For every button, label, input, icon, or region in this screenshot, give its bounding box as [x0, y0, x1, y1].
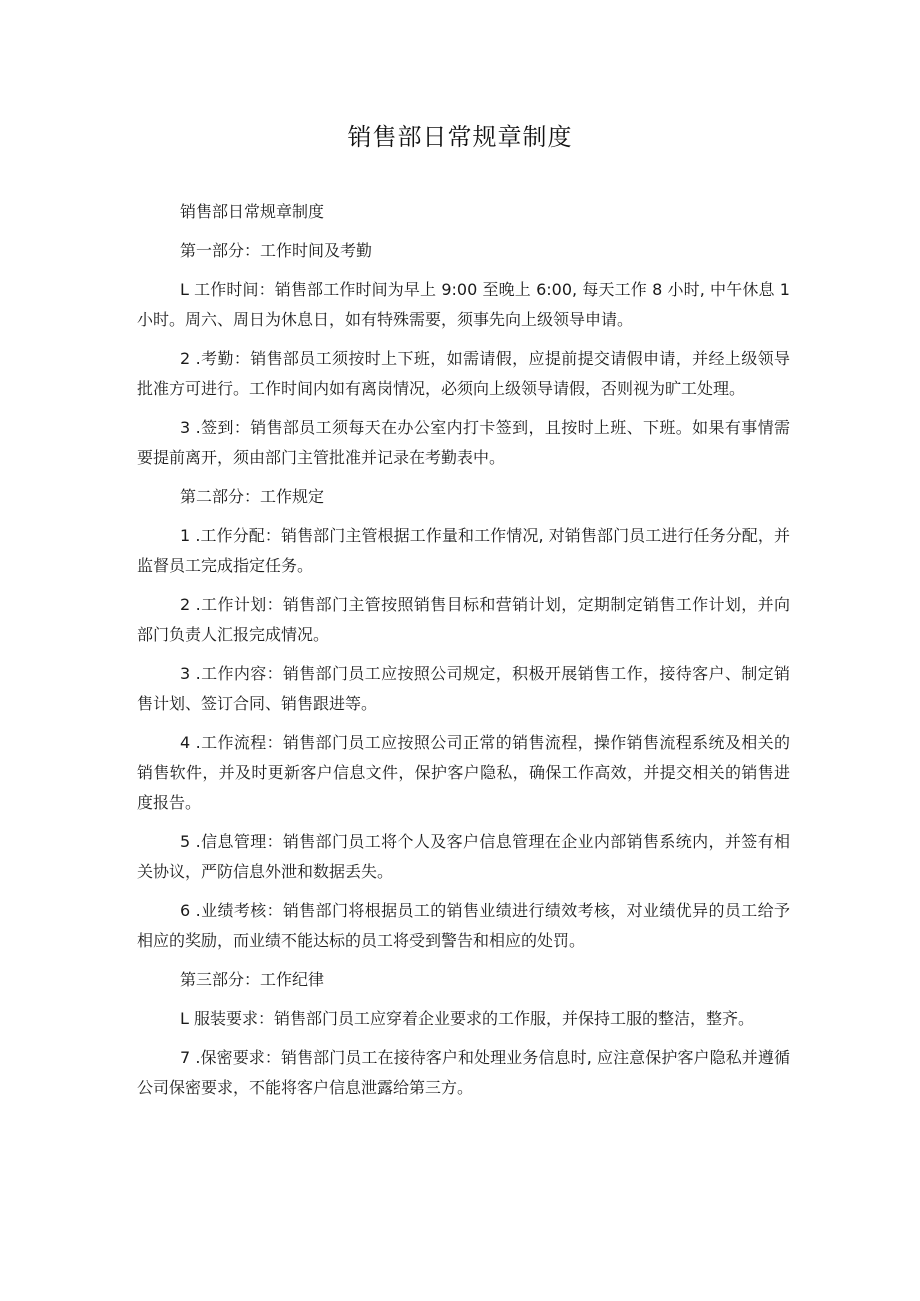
paragraph-work-process: 4 .工作流程：销售部门员工应按照公司正常的销售流程，操作销售流程系统及相关的销售软件，并及时更新客户信息文件，保护客户隐私，确保工作高效，并提交相关的销售进度报告。 [137, 733, 790, 812]
paragraph-attendance: 2 .考勤：销售部员工须按时上下班，如需请假，应提前提交请假申请，并经上级领导批准方可进行。工作时间内如有离岗情况，必须向上级领导请假，否则视为旷工处理。 [137, 349, 790, 398]
paragraph-work-content: 3 .工作内容：销售部门员工应按照公司规定，积极开展销售工作，接待客户、制定销售计划、签订合同、销售跟进等。 [137, 664, 790, 713]
paragraph-confidentiality: 7 .保密要求：销售部门员工在接待客户和处理业务信息时, 应注意保护客户隐私并遵循公司保密要求，不能将客户信息泄露给第三方。 [137, 1048, 790, 1097]
paragraph-check-in: 3 .签到：销售部员工须每天在办公室内打卡签到，且按时上班、下班。如果有事情需要提前离开，须由部门主管批准并记录在考勤表中。 [137, 418, 790, 467]
paragraph-dress-code: L 服装要求：销售部门员工应穿着企业要求的工作服，并保持工服的整洁，整齐。 [180, 1009, 755, 1028]
paragraph-information-management: 5 .信息管理：销售部门员工将个人及客户信息管理在企业内部销售系统内，并签有相关协议，严防信息外泄和数据丢失。 [137, 832, 790, 881]
paragraph-task-assignment: 1 .工作分配：销售部门主管根据工作量和工作情况, 对销售部门员工进行任务分配，并监督员工完成指定任务。 [137, 526, 790, 575]
document-title: 销售部日常规章制度 [347, 123, 573, 151]
document-body [137, 197, 790, 1112]
section-heading-part2: 第二部分：工作规定 [180, 487, 325, 506]
section-heading-part1: 第一部分：工作时间及考勤 [180, 241, 373, 260]
paragraph-work-hours: L 工作时间：销售部工作时间为早上 9:00 至晚上 6:00, 每天工作 8 小时, 中午休息 1 小时。周六、周日为休息日，如有特殊需要，须事先向上级领导申请。 [137, 280, 790, 329]
paragraph-performance-review: 6 .业绩考核：销售部门将根据员工的销售业绩进行绩效考核，对业绩优异的员工给予相应的奖励，而业绩不能达标的员工将受到警告和相应的处罚。 [137, 901, 790, 950]
paragraph-work-plan: 2 .工作计划：销售部门主管按照销售目标和营销计划，定期制定销售工作计划，并向部门负责人汇报完成情况。 [137, 595, 790, 644]
section-heading-part3: 第三部分：工作纪律 [180, 970, 325, 989]
document-subtitle: 销售部日常规章制度 [180, 202, 325, 221]
